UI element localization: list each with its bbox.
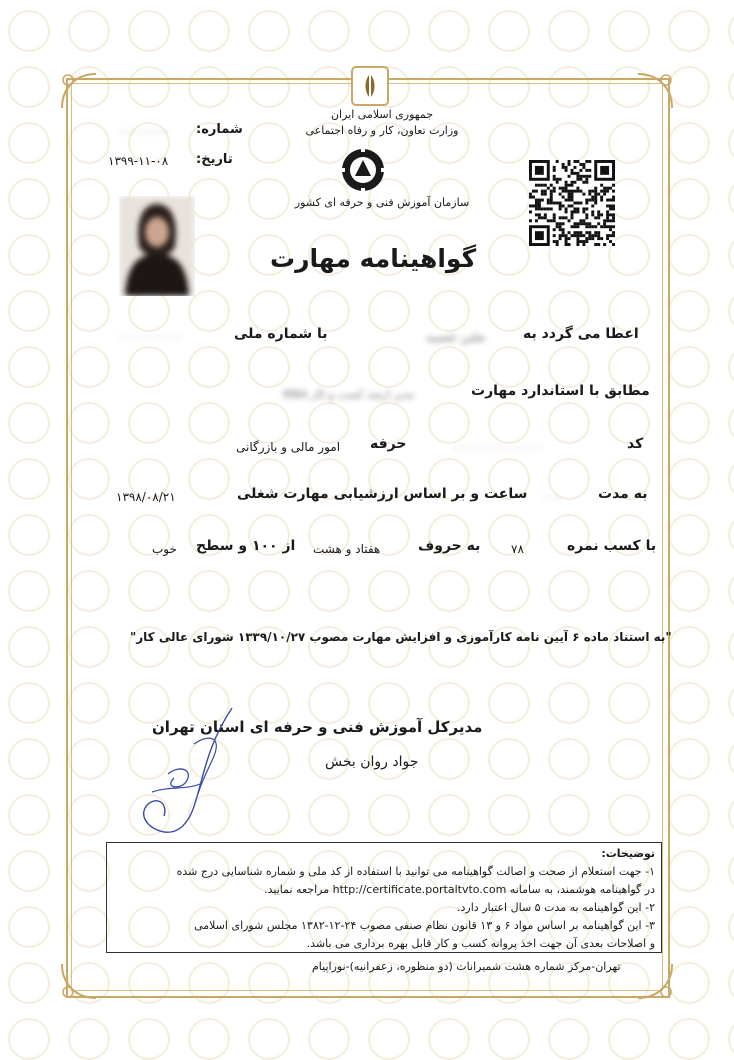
watermark-ring-icon xyxy=(668,1018,710,1060)
note-1a: ۱- جهت استعلام از صحت و اصالت گواهینامه می توانید با استفاده از کد ملی و شماره شناسایی درج شده xyxy=(176,865,655,878)
watermark-ring-icon xyxy=(368,1018,410,1060)
watermark-ring-icon xyxy=(728,402,734,444)
notes-box xyxy=(106,842,662,953)
watermark-ring-icon xyxy=(368,10,410,52)
watermark-ring-icon xyxy=(728,122,734,164)
awarded-value: نعلین غضیبه xyxy=(426,330,487,344)
watermark-ring-icon xyxy=(668,794,710,836)
watermark-ring-icon xyxy=(8,794,50,836)
iran-emblem-icon xyxy=(351,66,389,106)
note-3a: ۳- این گواهینامه بر اساس مواد ۶ و ۱۳ قانون نظام صنفی مصوب ۲۴-۱۲-۱۳۸۲ مجلس شورای اسلامی xyxy=(194,919,655,932)
watermark-ring-icon xyxy=(428,1018,470,1060)
watermark-ring-icon xyxy=(668,10,710,52)
tvto-logo-icon xyxy=(339,146,387,194)
watermark-ring-icon xyxy=(728,10,734,52)
watermark-ring-icon xyxy=(308,1018,350,1060)
watermark-ring-icon xyxy=(668,570,710,612)
watermark-ring-icon xyxy=(668,290,710,332)
watermark-ring-icon xyxy=(8,738,50,780)
standard-value: مدیر ارشد کسب و کار MBA xyxy=(283,388,415,401)
watermark-ring-icon xyxy=(308,10,350,52)
watermark-ring-icon xyxy=(728,458,734,500)
watermark-ring-icon xyxy=(548,1018,590,1060)
duration-date: ۱۳۹۸/۰۸/۲۱ xyxy=(116,490,176,504)
score-value: ۷۸ xyxy=(511,542,524,556)
watermark-ring-icon xyxy=(8,906,50,948)
trade-label: حرفه xyxy=(370,436,407,452)
code-value: ۰۰۰۰۰۰۰۰۰۰۰۰۰۰ xyxy=(453,440,544,454)
signatory-name: جواد روان بخش xyxy=(325,754,419,770)
number-value: ۰۰۰۰۰۰۰۰ xyxy=(118,124,170,138)
watermark-ring-icon xyxy=(728,682,734,724)
watermark-ring-icon xyxy=(728,962,734,1004)
watermark-ring-icon xyxy=(128,10,170,52)
corner-ornament-icon xyxy=(58,70,100,112)
letters-value: هفتاد و هشت xyxy=(313,542,381,556)
note-1b: در گواهینامه هوشمند، به سامانه http://certificate.portaltvto.com مراجعه نمایید. xyxy=(264,883,655,896)
watermark-ring-icon xyxy=(8,66,50,108)
watermark-ring-icon xyxy=(68,1018,110,1060)
watermark-ring-icon xyxy=(728,66,734,108)
corner-ornament-icon xyxy=(634,70,676,112)
watermark-ring-icon xyxy=(668,346,710,388)
watermark-ring-icon xyxy=(608,10,650,52)
national-id-value: ۰۰۰۰۰۰۰۰۰۰ xyxy=(118,330,183,344)
watermark-ring-icon xyxy=(608,1018,650,1060)
watermark-ring-icon xyxy=(728,626,734,668)
watermark-ring-icon xyxy=(8,234,50,276)
watermark-ring-icon xyxy=(188,1018,230,1060)
statute-text: "به استناد ماده ۶ آیین نامه کارآموزی و افزایش مهارت مصوب ۱۳۳۹/۱۰/۲۷ شورای عالی کار" xyxy=(130,630,672,644)
watermark-ring-icon xyxy=(8,122,50,164)
watermark-ring-icon xyxy=(488,10,530,52)
watermark-ring-icon xyxy=(8,458,50,500)
duration-text: ساعت و بر اساس ارزشیابی مهارت شغلی xyxy=(237,486,528,502)
note-2: ۲- این گواهینامه به مدت ۵ سال اعتبار دارد. xyxy=(457,901,655,914)
footer-address: تهران-مرکز شماره هشت شمیرانات (دو منظوره، زعفرانیه)-نوراپیام xyxy=(312,960,621,973)
watermark-ring-icon xyxy=(8,1018,50,1060)
date-value: ۱۳۹۹-۱۱-۰۸ xyxy=(108,154,169,168)
watermark-ring-icon xyxy=(728,514,734,556)
watermark-ring-icon xyxy=(668,626,710,668)
watermark-ring-icon xyxy=(668,458,710,500)
level-value: خوب xyxy=(152,542,177,556)
watermark-ring-icon xyxy=(8,346,50,388)
watermark-ring-icon xyxy=(728,234,734,276)
watermark-ring-icon xyxy=(8,850,50,892)
watermark-ring-icon xyxy=(668,514,710,556)
watermark-ring-icon xyxy=(668,682,710,724)
watermark-ring-icon xyxy=(428,10,470,52)
duration-label: به مدت xyxy=(598,486,648,502)
watermark-ring-icon xyxy=(668,122,710,164)
watermark-ring-icon xyxy=(8,962,50,1004)
watermark-ring-icon xyxy=(728,570,734,612)
watermark-ring-icon xyxy=(728,738,734,780)
watermark-ring-icon xyxy=(668,738,710,780)
score-label: با کسب نمره xyxy=(567,538,657,554)
of-level-label: از ۱۰۰ و سطح xyxy=(196,538,296,554)
signatory-title: مدیرکل آموزش فنی و حرفه ای استان تهران xyxy=(152,718,483,736)
awarded-label: اعطا می گردد به xyxy=(523,326,639,342)
watermark-ring-icon xyxy=(728,794,734,836)
watermark-ring-icon xyxy=(8,10,50,52)
code-label: کد xyxy=(627,436,644,452)
watermark-ring-icon xyxy=(248,10,290,52)
qr-code xyxy=(529,160,615,246)
national-id-label: با شماره ملی xyxy=(234,326,328,342)
notes-heading: توضیحات: xyxy=(601,847,655,860)
watermark-ring-icon xyxy=(128,1018,170,1060)
watermark-ring-icon xyxy=(188,10,230,52)
note-3b: و اصلاحات بعدی آن جهت اخذ پروانه کسب و کار قابل بهره برداری می باشد. xyxy=(306,937,655,950)
watermark-ring-icon xyxy=(8,626,50,668)
watermark-ring-icon xyxy=(68,10,110,52)
watermark-ring-icon xyxy=(548,10,590,52)
watermark-ring-icon xyxy=(8,290,50,332)
header-line2: وزارت تعاون، کار و رفاه اجتماعی xyxy=(305,124,459,137)
watermark-ring-icon xyxy=(728,1018,734,1060)
watermark-ring-icon xyxy=(728,346,734,388)
watermark-ring-icon xyxy=(8,514,50,556)
watermark-ring-icon xyxy=(668,234,710,276)
holder-photo xyxy=(119,196,195,296)
duration-value: ۰۰۰ xyxy=(541,490,561,504)
number-label: شماره: xyxy=(196,122,243,137)
handwritten-signature xyxy=(134,704,244,840)
watermark-ring-icon xyxy=(668,906,710,948)
watermark-ring-icon xyxy=(728,850,734,892)
header-org: سازمان آموزش فنی و حرفه ای کشور xyxy=(294,196,470,209)
watermark-ring-icon xyxy=(668,850,710,892)
standard-label: مطابق با استاندارد مهارت xyxy=(471,383,650,399)
watermark-ring-icon xyxy=(8,682,50,724)
letters-label: به حروف xyxy=(418,538,481,554)
corner-ornament-icon xyxy=(634,960,676,1002)
watermark-ring-icon xyxy=(668,178,710,220)
certificate-title: گواهینامه مهارت xyxy=(270,244,477,273)
watermark-ring-icon xyxy=(728,906,734,948)
date-label: تاریخ: xyxy=(196,152,233,167)
watermark-ring-icon xyxy=(668,402,710,444)
watermark-ring-icon xyxy=(8,178,50,220)
trade-value: امور مالی و بازرگانی xyxy=(236,440,341,454)
watermark-ring-icon xyxy=(248,1018,290,1060)
watermark-ring-icon xyxy=(8,570,50,612)
watermark-ring-icon xyxy=(728,290,734,332)
watermark-ring-icon xyxy=(8,402,50,444)
watermark-ring-icon xyxy=(488,1018,530,1060)
header-line1: جمهوری اسلامی ایران xyxy=(330,108,434,121)
corner-ornament-icon xyxy=(58,960,100,1002)
watermark-ring-icon xyxy=(728,178,734,220)
